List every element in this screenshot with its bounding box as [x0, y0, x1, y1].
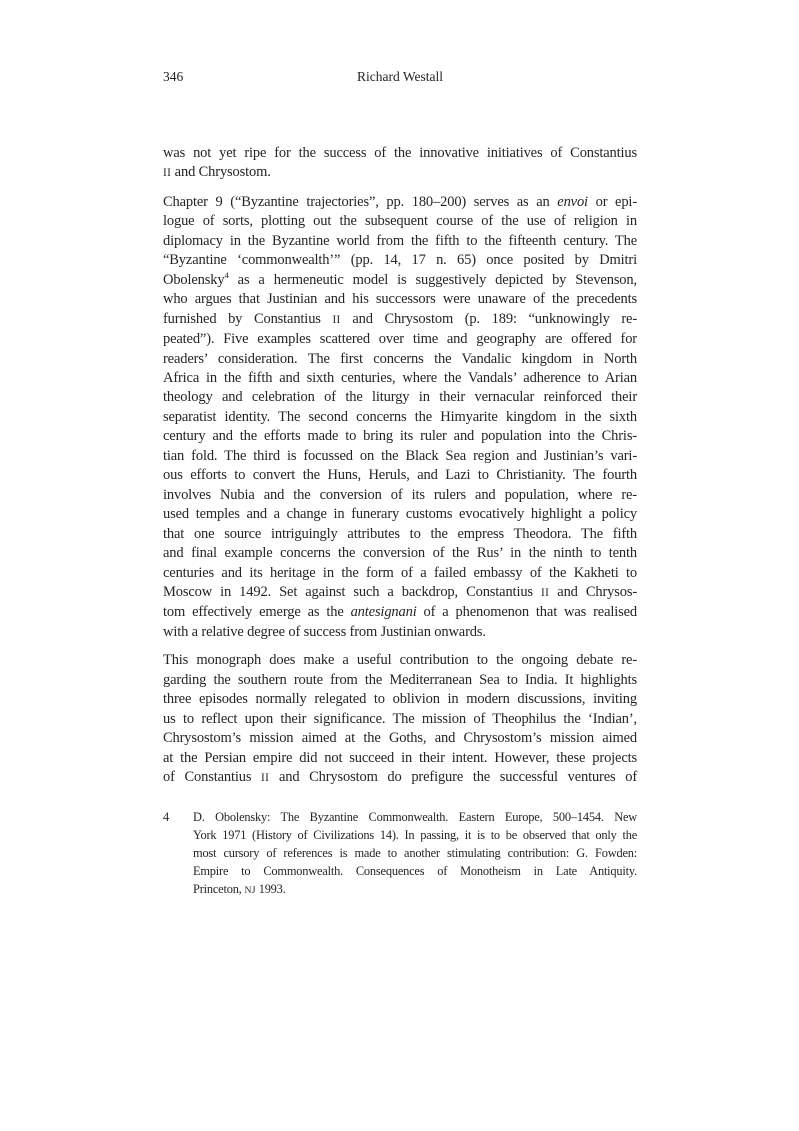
body-text — [163, 144, 637, 789]
paragraph-1 — [163, 144, 637, 184]
text-line: separatist identity. The second concerns the Himyarite kingdom in the sixth — [163, 408, 637, 425]
text-line: diplomacy in the Byzantine world from the fifth to the fifteenth century. The — [163, 232, 637, 249]
text-line: This monograph does make a useful contribution to the ongoing debate re- — [163, 652, 637, 669]
text-line: who argues that Justinian and his successors were unaware of the precedents — [163, 291, 637, 308]
paragraph-2 — [163, 193, 637, 642]
text-line: logue of sorts, plotting out the subsequent course of the use of religion in — [163, 213, 637, 230]
text-line: century and the efforts made to bring its ruler and population into the Chris- — [163, 428, 637, 445]
text-line: theology and celebration of the liturgy in their vernacular reinforced their — [163, 389, 637, 406]
text-line: most cursory of references is made to another stimulating contribution: G. Fowden: — [193, 846, 637, 860]
text-line: centuries and its heritage in the form of a failed embassy of the Kakheti to — [163, 564, 637, 581]
text-line: II and Chrysostom. — [163, 164, 271, 181]
text-line: Africa in the fifth and sixth centuries, where the Vandals’ adherence to Arian — [163, 369, 637, 386]
text-line: used temples and a change in funerary customs evocatively highlight a policy — [163, 506, 637, 523]
text-line: D. Obolensky: The Byzantine Commonwealth. Eastern Europe, 500–1454. New — [193, 810, 637, 824]
text-line: Obolensky$^4$ as a hermeneutic model is suggestively depicted by Stevenson, — [163, 269, 637, 288]
footnote-number: 4 — [163, 810, 169, 824]
text-line: readers’ consideration. The first concerns the Vandalic kingdom in North — [163, 350, 637, 367]
text-line: that one source intriguingly attributes to the empress Theodora. The fifth — [163, 525, 637, 542]
text-line: furnished by Constantius II and Chrysostom (p. 189: “unknowingly re- — [163, 310, 637, 327]
text-line: three episodes normally relegated to oblivion in modern discussions, inviting — [163, 691, 637, 708]
text-line: us to reflect upon their significance. The mission of Theophilus the ‘Indian’, — [163, 710, 637, 727]
paragraph-3 — [163, 651, 637, 788]
page-number: 346 — [163, 69, 184, 84]
text-line: Moscow in 1492. Set against such a backdrop, Constantius II and Chrysos- — [163, 583, 638, 600]
text-line: and final example concerns the conversion of the Rus’ in the ninth to tenth — [163, 545, 637, 562]
running-title-author: Richard Westall — [356, 69, 444, 84]
text-line: Chapter 9 (“Byzantine trajectories”, pp. 180–200) serves as an envoi or epi- — [163, 193, 637, 210]
text-line: Princeton, NJ 1993. — [193, 882, 286, 896]
text-line: tian fold. The third is focussed on the Black Sea region and Justinian’s vari- — [163, 447, 637, 464]
text-line: with a relative degree of success from Justinian onwards. — [163, 623, 486, 640]
text-line: tom effectively emerge as the antesignani of a phenomenon that was realised — [163, 604, 637, 621]
text-line: York 1971 (History of Civilizations 14). In passing, it is to be observed that only the — [193, 828, 637, 842]
text-line: Empire to Commonwealth. Consequences of Monotheism in Late Antiquity. — [193, 864, 637, 878]
text-line: peated”). Five examples scattered over time and geography are offered for — [163, 331, 637, 348]
text-line: garding the southern route from the Mediterranean Sea to India. It highlights — [163, 671, 637, 688]
text-line: was not yet ripe for the success of the innovative initiatives of Constantius — [163, 145, 637, 161]
footnote-text — [193, 808, 637, 900]
text-line: Chrysostom’s mission aimed at the Goths, and Chrysostom’s mission aimed — [163, 730, 637, 747]
footnote-4 — [163, 808, 637, 900]
text-line: involves Nubia and the conversion of its rulers and population, where re- — [163, 486, 637, 503]
text-line: ous efforts to convert the Huns, Heruls, and Lazi to Christianity. The fourth — [163, 467, 637, 484]
text-line: “Byzantine ‘commonwealth’” (pp. 14, 17 n. 65) once posited by Dmitri — [163, 252, 637, 269]
running-header — [163, 69, 637, 85]
text-line: at the Persian empire did not succeed in their intent. However, these projects — [163, 749, 637, 766]
text-line: of Constantius II and Chrysostom do prefigure the successful ventures of — [163, 769, 637, 786]
